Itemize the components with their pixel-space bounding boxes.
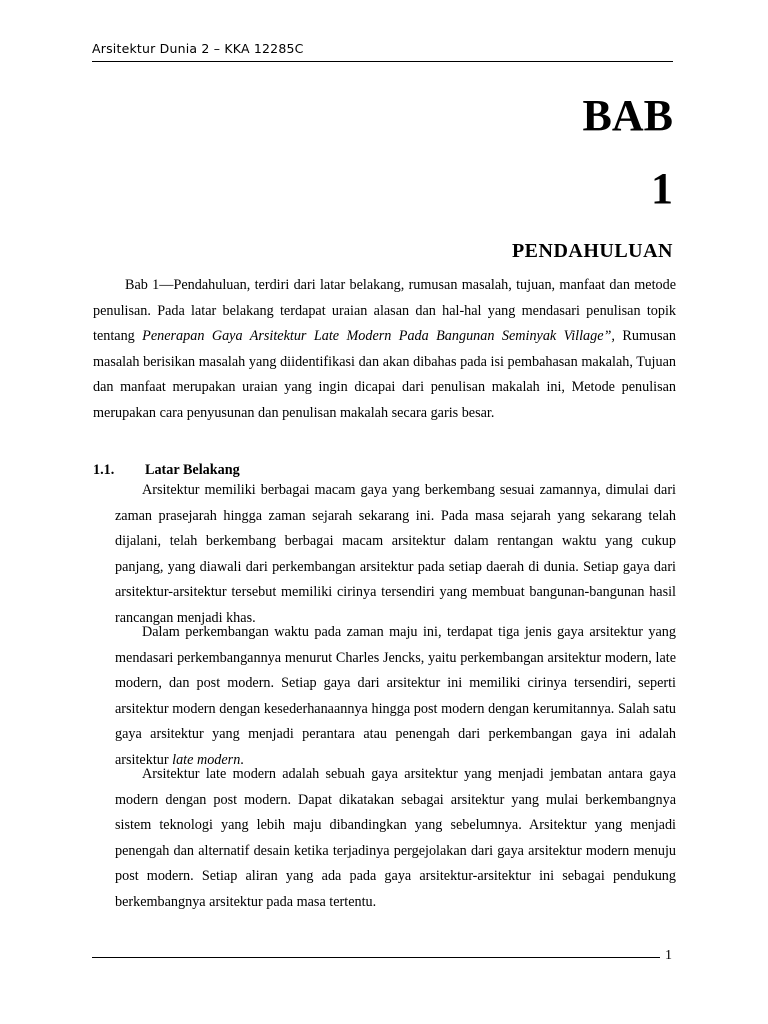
intro-paragraph (93, 273, 676, 426)
para2-italic: late modern (172, 751, 241, 768)
chapter-label: BAB (582, 91, 673, 140)
section-number: 1.1. (93, 462, 115, 478)
header-text: Arsitektur Dunia 2 – KKA 12285C (92, 41, 304, 56)
page-header (92, 41, 673, 62)
para2-text: Dalam perkembangan waktu pada zaman maju ini, terdapat tiga jenis gaya arsitektur yang mendasari perkembangannya menurut Charles Jencks, yaitu perkembangan arsitektur modern, late modern, dan post modern. Setiap gaya dari arsitektur ini memiliki cirinya tersendiri, seperti arsitektur modern dengan kesederhanaannya hingga post modern dengan kerumitannya. Salah satu gaya arsitektur yang menjadi perantara atau penengah dari perkembangan gaya ini adalah arsitektur (115, 624, 676, 768)
page-number: 1 (665, 948, 672, 963)
section-title: Latar Belakang (145, 462, 240, 478)
body-paragraph-3: Arsitektur late modern adalah sebuah gaya arsitektur yang menjadi jembatan antara gaya modern dengan post modern. Dapat dikatakan sebagai arsitektur yang mulai berkembangnya sistem teknologi yang lebih maju dibandingkan yang sebelumnya. Arsitektur yang menjadi penengah dan alternatif desain ketika terjadinya pergejolakan dari gaya arsitektur modern menuju post modern. Setiap aliran yang ada pada gaya arsitektur-arsitektur ini sebagai pendukung berkembangnya arsitektur pada masa tertentu. (115, 766, 676, 910)
para2-end: . (240, 751, 244, 768)
intro-text-part1: Bab 1—Pendahuluan, terdiri dari latar belakang, rumusan masalah, tujuan, manfaat dan metode penulisan. Pada latar belakang terdapat uraian alasan dan hal-hal yang mendasari penulisan topik tentang (93, 277, 676, 344)
intro-italic-title: Penerapan Gaya Arsitektur Late Modern Pada Bangunan Seminyak Village”, (142, 328, 615, 344)
body-paragraph-2 (115, 620, 676, 773)
chapter-title: PENDAHULUAN (511, 240, 673, 262)
footer-rule (92, 957, 660, 958)
chapter-number: 1 (651, 164, 673, 213)
intro-text-part2: Rumusan masalah berisikan masalah yang diidentifikasi dan akan dibahas pada isi pembahasan makalah, Tujuan dan manfaat merupakan uraian yang ingin dicapai dari penulisan makalah ini, Metode penulisan merupakan cara penyusunan dan penulisan makalah secara garis besar. (93, 328, 676, 421)
body-paragraph-1: Arsitektur memiliki berbagai macam gaya yang berkembang sesuai zamannya, dimulai dari zaman prasejarah hingga zaman sejarah sekarang ini. Pada masa sejarah yang sekarang telah dijalani, telah berkembang berbagai macam arsitektur dalam rentangan waktu yang cukup panjang, yang diawali dari perkembangan arsitektur pada setiap daerah di dunia. Setiap gaya dari arsitektur-arsitektur tersebut memiliki cirinya tersendiri yang membuat bangunan-bangunan hasil rancangan menjadi khas. (115, 482, 676, 626)
